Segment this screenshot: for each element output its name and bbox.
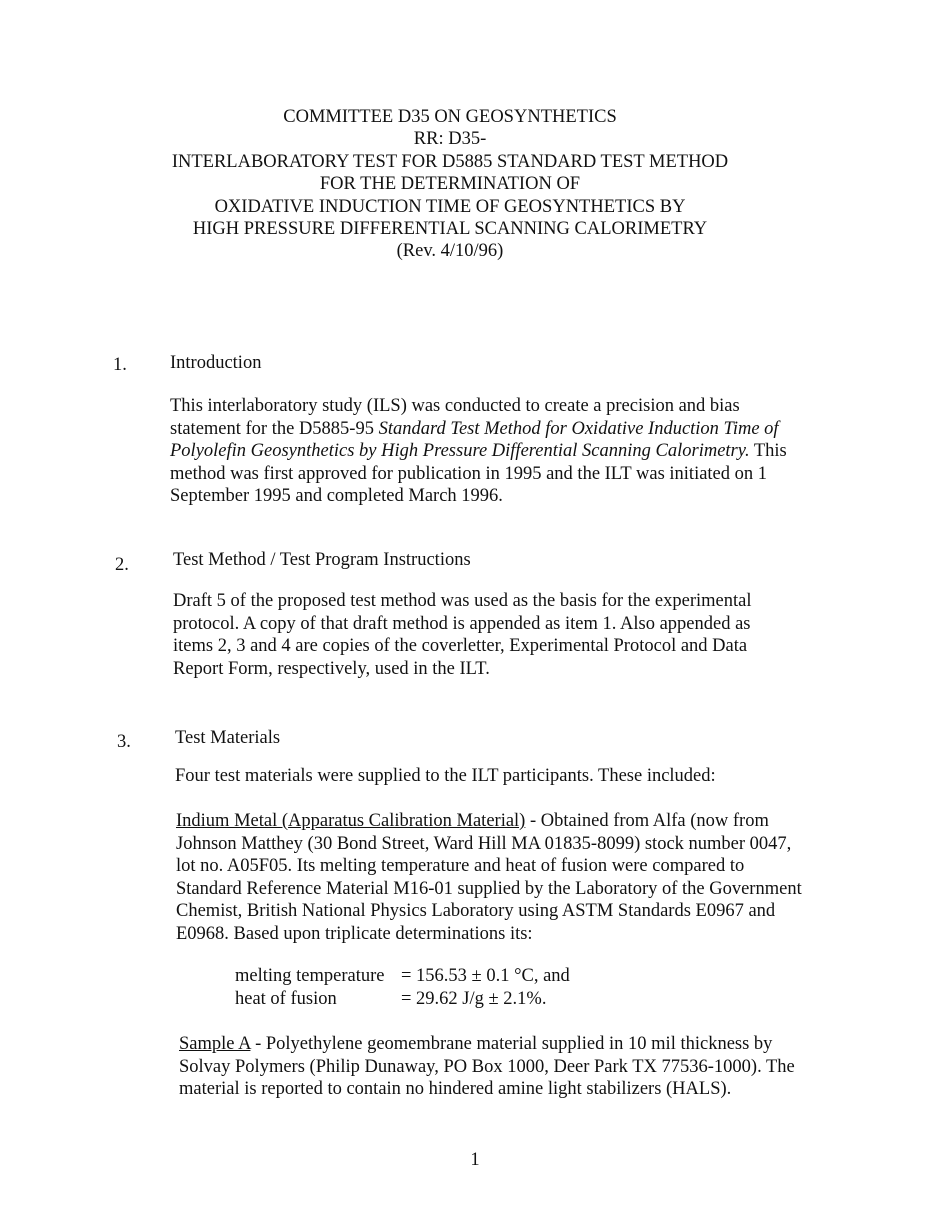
paragraph-line: Chemist, British National Physics Laboratory using ASTM Standards E0967 and [176,901,776,922]
document-title [150,106,750,263]
section-2-heading: Test Method / Test Program Instructions [173,550,471,570]
paragraph-line: Standard Reference Material M16-01 supplied by the Laboratory of the Government [176,878,802,899]
property-row [235,965,570,988]
paragraph-line: Johnson Matthey (30 Bond Street, Ward Hill MA 01835-8099) stock number 0047, [176,833,792,854]
indium-paragraph [176,810,802,946]
section-3-intro: Four test materials were supplied to the ILT participants. These included: [175,766,716,786]
property-label: heat of fusion [235,989,337,1009]
paragraph-line: E0968. Based upon triplicate determinations its: [176,923,533,944]
title-line: OXIDATIVE INDUCTION TIME OF GEOSYNTHETICS BY [214,196,686,217]
sample-a-paragraph [179,1033,795,1101]
property-value: = 29.62 J/g ± 2.1%. [401,989,547,1009]
paragraph-line: items 2, 3 and 4 are copies of the coverletter, Experimental Protocol and Data [173,636,748,657]
section-2-number: 2. [115,555,129,575]
paragraph-line: Draft 5 of the proposed test method was used as the basis for the experimental [173,591,752,611]
title-line: FOR THE DETERMINATION OF [319,174,581,195]
section-1-number: 1. [113,355,127,375]
paragraph-line: material is reported to contain no hindered amine light stabilizers (HALS). [179,1079,732,1100]
paragraph-line: Polyolefin Geosynthetics by High Pressure Differential Scanning Calorimetry. This [170,441,787,462]
indium-metal-label: Indium Metal (Apparatus Calibration Material) [176,811,526,831]
property-label: melting temperature [235,966,385,986]
indium-properties [235,965,570,1011]
paragraph-line: lot no. A05F05. Its melting temperature and heat of fusion were compared to [176,856,745,877]
sample-a-label: Sample A [179,1034,251,1054]
title-line: COMMITTEE D35 ON GEOSYNTHETICS [283,107,617,127]
standard-title-italic: Polyolefin Geosynthetics by High Pressure Differential Scanning Calorimetry. [170,441,750,462]
title-line: RR: D35- [413,129,487,150]
paragraph-line: Solvay Polymers (Philip Dunaway, PO Box 1000, Deer Park TX 77536-1000). The [179,1056,795,1077]
title-line: HIGH PRESSURE DIFFERENTIAL SCANNING CALORIMETRY [192,219,708,240]
section-3-number: 3. [117,732,131,752]
section-1-heading: Introduction [170,353,262,373]
title-line: INTERLABORATORY TEST FOR D5885 STANDARD TEST METHOD [171,151,729,172]
section-2-paragraph [173,590,751,680]
paragraph-line: This interlaboratory study (ILS) was conducted to create a precision and bias [170,396,740,416]
paragraph-line: September 1995 and completed March 1996. [170,486,503,507]
paragraph-line: method was first approved for publication in 1995 and the ILT was initiated on 1 [170,463,768,484]
section-1-paragraph [170,395,787,508]
page-number: 1 [470,1150,480,1170]
section-3-heading: Test Materials [175,728,281,748]
paragraph-line: Report Form, respectively, used in the ILT. [173,658,490,679]
paragraph-line: Indium Metal (Apparatus Calibration Material) - Obtained from Alfa (now from [176,811,769,831]
revision-date: (Rev. 4/10/96) [396,241,504,262]
standard-title-italic: Standard Test Method for Oxidative Induction Time of [378,418,779,439]
paragraph-line: protocol. A copy of that draft method is appended as item 1. Also appended as [173,613,751,634]
property-value: = 156.53 ± 0.1 °C, and [401,966,570,986]
property-row [235,988,570,1011]
paragraph-line: statement for the D5885-95 Standard Test Method for Oxidative Induction Time of [170,418,779,439]
paragraph-line: Sample A - Polyethylene geomembrane material supplied in 10 mil thickness by [179,1034,773,1054]
